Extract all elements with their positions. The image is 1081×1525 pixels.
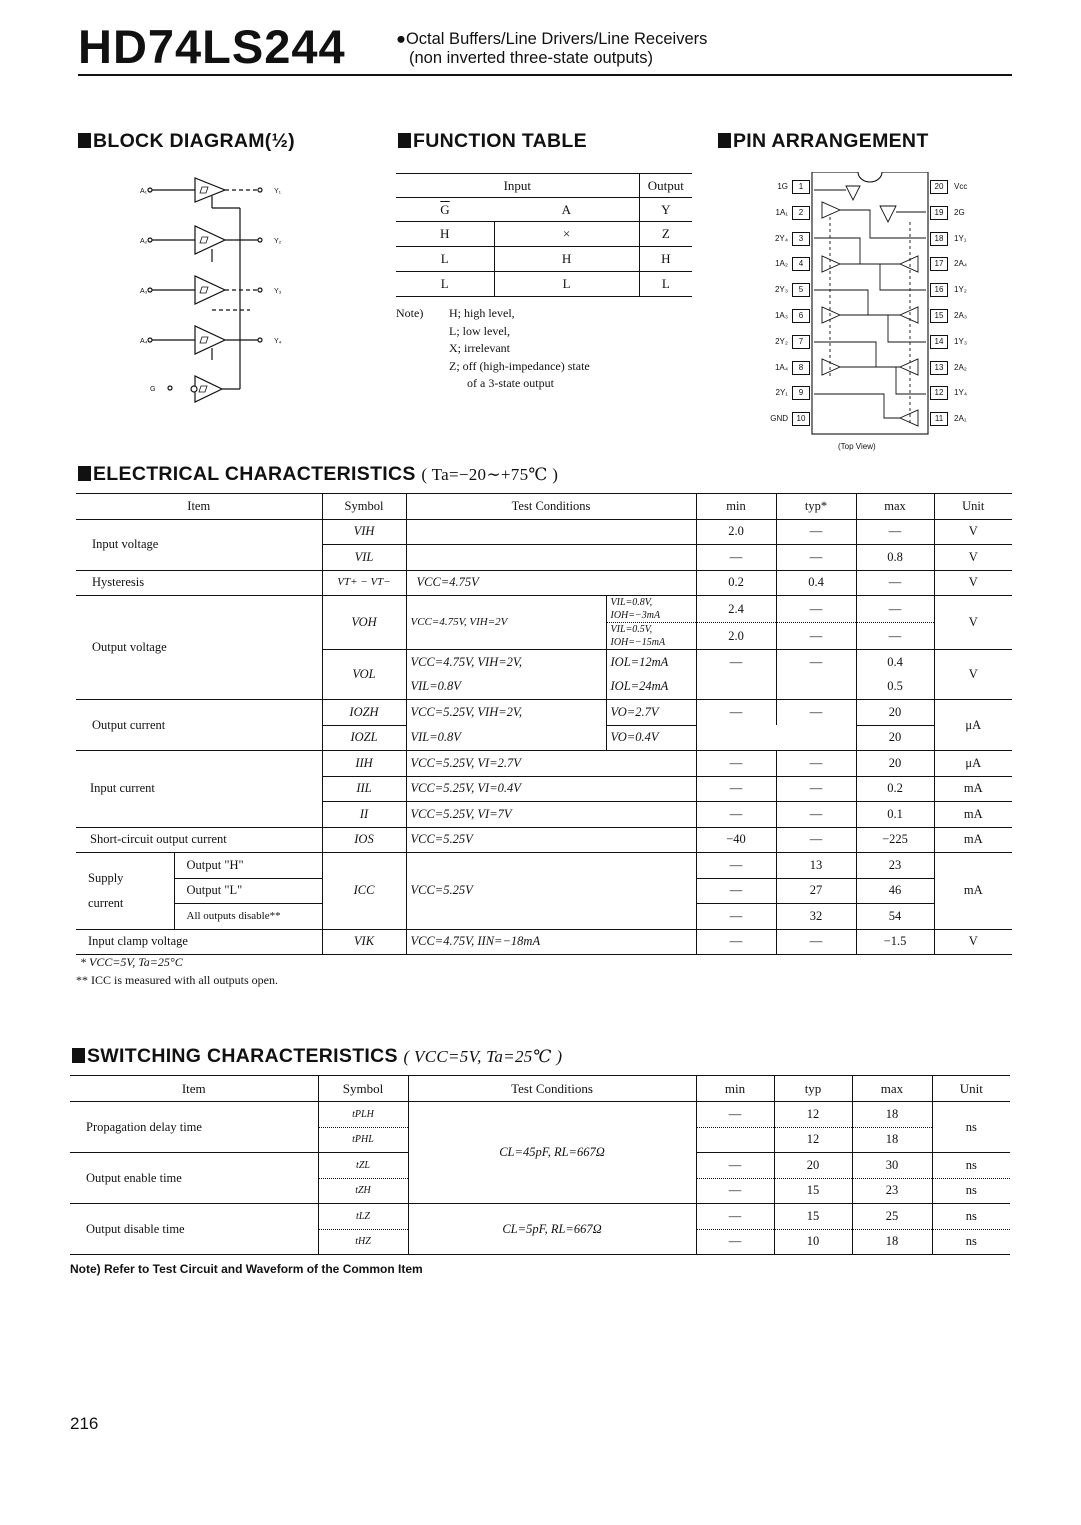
ec-header-item: Item xyxy=(187,498,211,513)
table-cell: VIL=0.8V, IOH=−3mA xyxy=(606,596,696,623)
sw-header-item: Item xyxy=(181,1081,206,1096)
table-cell: 0.4 xyxy=(776,570,856,596)
ec-header-symbol: Symbol xyxy=(322,494,406,520)
table-cell: IIH xyxy=(322,751,406,777)
pin-number: 18 xyxy=(930,232,948,246)
table-row xyxy=(70,1102,1010,1128)
table-cell: 12 xyxy=(774,1127,852,1153)
pin-name: 2A₂ xyxy=(954,362,967,372)
pin-name: Vcc xyxy=(954,182,968,191)
table-row xyxy=(76,751,1012,777)
table-cell: — xyxy=(856,596,934,623)
table-cell: μA xyxy=(934,700,1012,751)
table-cell: tZL xyxy=(318,1153,408,1179)
table-cell: — xyxy=(696,1153,774,1179)
table-cell: — xyxy=(696,853,776,879)
switching-title: SWITCHING CHARACTERISTICS ( VCC=5V, Ta=25℃ ) xyxy=(72,1045,562,1068)
sw-header-symbol: Symbol xyxy=(318,1076,408,1102)
ec-header-max: max xyxy=(856,494,934,520)
table-cell: — xyxy=(856,519,934,545)
pin-name: 1Y₄ xyxy=(954,388,968,398)
sw-note: Note) Refer to Test Circuit and Waveform of the Common Item xyxy=(70,1262,423,1276)
table-cell: H xyxy=(561,251,572,266)
table-cell: — xyxy=(776,776,856,802)
pin-arrangement xyxy=(760,172,980,457)
pin-number: 14 xyxy=(930,335,948,349)
pin-number: 15 xyxy=(930,309,948,323)
table-cell: — xyxy=(776,700,856,726)
table-cell: ns xyxy=(932,1204,1010,1230)
input-label-a2: A₂ xyxy=(140,238,148,245)
table-cell: V xyxy=(934,929,1012,955)
output-label-y1: Y₁ xyxy=(274,188,282,195)
table-cell: 0.1 xyxy=(856,802,934,828)
table-cell: — xyxy=(696,802,776,828)
pin-name: 2A₃ xyxy=(954,311,968,320)
pin-number: 16 xyxy=(930,283,948,297)
sw-header-test: Test Conditions xyxy=(408,1076,696,1102)
page-number: 216 xyxy=(70,1414,99,1433)
table-cell: VIL=0.5V, IOH=−15mA xyxy=(606,623,696,650)
sw-header-max: max xyxy=(852,1076,932,1102)
table-cell: 18 xyxy=(852,1229,932,1255)
pin-number: 17 xyxy=(930,257,948,271)
table-cell: 30 xyxy=(852,1153,932,1179)
pin-number: 10 xyxy=(792,412,810,426)
block-diagram-title: BLOCK DIAGRAM(½) xyxy=(78,130,295,153)
table-cell: 25 xyxy=(852,1204,932,1230)
table-cell: 15 xyxy=(774,1178,852,1204)
enable-buffer xyxy=(168,376,240,402)
ec-footnote-1: * VCC=5V, Ta=25°C xyxy=(80,955,183,969)
table-cell: VCC=5.25V, VIH=2V, xyxy=(406,700,606,726)
block-diagram xyxy=(140,170,300,410)
table-cell: VO=0.4V xyxy=(606,725,696,751)
input-label-g: G xyxy=(150,386,156,393)
output-label-y2: Y₂ xyxy=(274,238,282,245)
pin-name: 1A₁ xyxy=(775,207,788,217)
table-cell: tZH xyxy=(318,1178,408,1204)
sw-header-min: min xyxy=(696,1076,774,1102)
ec-footnote-2: ** ICC is measured with all outputs open. xyxy=(76,973,278,987)
table-cell: −225 xyxy=(856,827,934,853)
table-cell: VT+ − VT− xyxy=(322,570,406,596)
table-cell: IOZL xyxy=(322,725,406,751)
table-cell: Short-circuit output current xyxy=(90,832,227,847)
table-cell: — xyxy=(856,623,934,650)
ec-header-min: min xyxy=(696,494,776,520)
table-cell: Z xyxy=(639,222,692,247)
table-cell: — xyxy=(696,751,776,777)
buffer-3 xyxy=(148,276,262,310)
ft-col-a: A xyxy=(561,201,571,217)
table-cell: — xyxy=(696,1229,774,1255)
bullet-square-icon xyxy=(72,1048,85,1063)
ft-header-output: Output xyxy=(639,174,692,198)
table-row xyxy=(70,1204,1010,1230)
table-cell: tHZ xyxy=(318,1229,408,1255)
table-cell: — xyxy=(696,904,776,930)
table-cell xyxy=(406,545,696,571)
table-cell: CL=5pF, RL=667Ω xyxy=(408,1204,696,1255)
table-cell: L xyxy=(562,276,571,291)
table-cell: — xyxy=(696,1204,774,1230)
output-label-y4: Y₄ xyxy=(274,338,282,345)
table-cell: 0.8 xyxy=(856,545,934,571)
table-cell: ns xyxy=(932,1102,1010,1153)
pin-name: 1Y₁ xyxy=(954,233,967,243)
pin-name: 1A₃ xyxy=(774,311,788,320)
table-cell: Output disable time xyxy=(70,1204,318,1255)
table-cell: IOS xyxy=(322,827,406,853)
table-cell: 0.2 xyxy=(856,776,934,802)
table-cell: Input current xyxy=(90,781,155,796)
pin-number: 9 xyxy=(792,386,810,400)
pin-name: 2Y₁ xyxy=(775,388,788,398)
table-cell: 20 xyxy=(856,751,934,777)
sw-header-unit: Unit xyxy=(932,1076,1010,1102)
table-cell: 20 xyxy=(774,1153,852,1179)
table-cell: 0.2 xyxy=(696,570,776,596)
table-cell: ns xyxy=(932,1229,1010,1255)
bullet-square-icon xyxy=(78,133,91,148)
table-cell: — xyxy=(696,1178,774,1204)
table-cell: — xyxy=(696,878,776,904)
pin-number: 3 xyxy=(792,232,810,246)
ft-note-label: Note) xyxy=(396,306,424,320)
table-cell: V xyxy=(934,519,1012,545)
table-row xyxy=(76,929,1012,955)
table-cell: — xyxy=(776,802,856,828)
table-cell: V xyxy=(934,570,1012,596)
ft-notes: H; high level, L; low level, X; irrelevant Z; off (high-impedance) state of a 3-state output xyxy=(449,306,590,390)
ic-notch xyxy=(858,172,882,182)
buffer-4 xyxy=(148,326,262,360)
pin-name: 1A₄ xyxy=(774,362,788,372)
table-cell: ns xyxy=(932,1153,1010,1179)
function-table xyxy=(396,173,692,297)
table-cell: Output enable time xyxy=(70,1153,318,1204)
table-cell xyxy=(776,725,856,751)
table-cell xyxy=(696,725,776,751)
table-cell: H xyxy=(639,247,692,272)
table-cell: VCC=4.75V, VIH=2V, xyxy=(406,650,606,675)
table-cell: 2.4 xyxy=(696,596,776,623)
table-cell: mA xyxy=(934,802,1012,828)
pin-number: 20 xyxy=(930,180,948,194)
table-cell: 2.0 xyxy=(696,519,776,545)
table-cell: Output current xyxy=(76,700,322,751)
pin-number: 1 xyxy=(792,180,810,194)
table-cell: VCC=5.25V xyxy=(406,853,696,930)
table-cell: 2.0 xyxy=(696,623,776,650)
table-cell: L xyxy=(396,247,494,272)
table-cell: VOH xyxy=(322,596,406,650)
table-cell: V xyxy=(934,650,1012,700)
table-cell: — xyxy=(856,570,934,596)
input-label-a3: A₃ xyxy=(140,288,148,295)
ft-header-input: Input xyxy=(503,177,532,193)
table-cell: Hysteresis xyxy=(92,575,145,590)
electrical-title: ELECTRICAL CHARACTERISTICS ( Ta=−20∼+75℃ ) xyxy=(78,463,558,486)
table-cell: II xyxy=(322,802,406,828)
table-row xyxy=(76,700,1012,726)
table-cell: × xyxy=(562,226,571,241)
table-cell: 18 xyxy=(852,1127,932,1153)
table-cell: — xyxy=(776,545,856,571)
table-cell: mA xyxy=(934,827,1012,853)
table-cell: 10 xyxy=(774,1229,852,1255)
buffer-1 xyxy=(148,178,262,208)
table-cell: — xyxy=(776,751,856,777)
table-cell: VCC=4.75V xyxy=(406,570,696,596)
table-cell: tPHL xyxy=(318,1127,408,1153)
ec-header-unit: Unit xyxy=(934,494,1012,520)
table-cell: Propagation delay time xyxy=(70,1102,318,1153)
table-cell xyxy=(696,1127,774,1153)
table-cell: VCC=5.25V, VI=7V xyxy=(406,802,696,828)
top-view-caption: (Top View) xyxy=(838,442,876,451)
pin-name: 1Y₂ xyxy=(954,285,967,295)
table-cell: — xyxy=(776,596,856,623)
table-cell: ns xyxy=(932,1178,1010,1204)
pin-arrangement-title: PIN ARRANGEMENT xyxy=(718,130,929,153)
table-cell: 23 xyxy=(852,1178,932,1204)
table-cell: 18 xyxy=(852,1102,932,1128)
pin-name: 1Y₃ xyxy=(954,336,968,346)
table-cell: VCC=4.75V, VIH=2V xyxy=(406,596,606,650)
pin-number: 11 xyxy=(930,412,948,426)
pin-number: 6 xyxy=(792,309,810,323)
pin-number: 2 xyxy=(792,206,810,220)
table-cell: 54 xyxy=(856,904,934,930)
bullet-square-icon xyxy=(398,133,411,148)
pin-name: 2A₄ xyxy=(954,259,968,269)
table-cell: V xyxy=(934,545,1012,571)
table-cell: VCC=5.25V xyxy=(406,827,696,853)
pin-name: GND xyxy=(770,414,788,424)
table-cell: Output "H" xyxy=(174,853,322,879)
table-cell: V xyxy=(934,596,1012,650)
table-cell: 20 xyxy=(856,700,934,726)
part-description xyxy=(396,30,707,68)
ec-header-typ: typ* xyxy=(776,494,856,520)
table-cell: H xyxy=(396,222,494,247)
table-cell: — xyxy=(696,929,776,955)
table-cell: Output "L" xyxy=(174,878,322,904)
table-cell: Input voltage xyxy=(92,537,159,551)
table-cell xyxy=(406,519,696,545)
table-cell: tLZ xyxy=(318,1204,408,1230)
table-cell: VO=2.7V xyxy=(606,700,696,726)
table-cell: — xyxy=(696,1102,774,1128)
table-cell: — xyxy=(776,650,856,675)
table-cell xyxy=(776,675,856,700)
table-row xyxy=(76,570,1012,596)
pin-name: 2Y₄ xyxy=(774,233,788,243)
table-cell: — xyxy=(696,650,776,675)
table-cell: — xyxy=(776,929,856,955)
buffer-2 xyxy=(148,226,262,262)
pin-number: 19 xyxy=(930,206,948,220)
pin-name: 2A₁ xyxy=(954,414,967,424)
table-row xyxy=(76,519,1012,545)
table-cell: mA xyxy=(934,776,1012,802)
table-cell: IOL=12mA xyxy=(606,650,696,675)
table-cell: VIH xyxy=(322,519,406,545)
ft-row xyxy=(396,222,692,247)
table-row xyxy=(76,853,1012,879)
part-description-line2: (non inverted three-state outputs) xyxy=(409,49,653,67)
header-rule xyxy=(78,74,1012,76)
ft-row xyxy=(396,247,692,272)
table-cell: 23 xyxy=(856,853,934,879)
table-cell: 0.5 xyxy=(856,675,934,700)
table-cell: CL=45pF, RL=667Ω xyxy=(408,1102,696,1204)
table-cell: 0.4 xyxy=(856,650,934,675)
pin-name: 1A₂ xyxy=(775,259,788,269)
table-cell: L xyxy=(639,272,692,297)
table-cell: VIL=0.8V xyxy=(406,725,606,751)
table-cell: VOL xyxy=(322,650,406,700)
table-cell: 20 xyxy=(856,725,934,751)
pin-name: 2Y₂ xyxy=(775,336,788,346)
table-row xyxy=(76,827,1012,853)
ft-col-g: $\overline{G}$ xyxy=(440,201,450,217)
pin-name: 1G xyxy=(777,182,788,191)
bullet-square-icon xyxy=(78,466,91,481)
ft-col-y: Y xyxy=(639,198,692,222)
table-cell: VCC=5.25V, VI=0.4V xyxy=(406,776,696,802)
table-cell: Input clamp voltage xyxy=(88,934,188,949)
table-cell: ICC xyxy=(322,853,406,930)
switching-table xyxy=(70,1075,1010,1255)
part-description-line1: ●Octal Buffers/Line Drivers/Line Receivers xyxy=(396,30,708,48)
pin-number: 7 xyxy=(792,335,810,349)
table-cell: VCC=4.75V, IIN=−18mA xyxy=(406,929,696,955)
table-cell: −1.5 xyxy=(856,929,934,955)
table-cell: μA xyxy=(934,751,1012,777)
pin-name: 2G xyxy=(954,207,965,217)
table-cell: 27 xyxy=(776,878,856,904)
table-cell: Supply current xyxy=(88,870,124,910)
pin-number: 5 xyxy=(792,283,810,297)
table-cell: IIL xyxy=(322,776,406,802)
table-row xyxy=(76,596,1012,623)
sw-header-typ: typ xyxy=(774,1076,852,1102)
table-cell: — xyxy=(696,776,776,802)
table-cell: 12 xyxy=(774,1102,852,1128)
ft-row xyxy=(396,272,692,297)
pin-number: 4 xyxy=(792,257,810,271)
electrical-table xyxy=(76,493,1012,955)
function-table-title: FUNCTION TABLE xyxy=(398,130,587,153)
table-cell: — xyxy=(696,700,776,726)
table-cell: 15 xyxy=(774,1204,852,1230)
table-cell: All outputs disable** xyxy=(174,904,322,930)
pin-number: 8 xyxy=(792,361,810,375)
table-cell: Output voltage xyxy=(76,596,322,700)
table-cell: VCC=5.25V, VI=2.7V xyxy=(406,751,696,777)
table-cell: 32 xyxy=(776,904,856,930)
table-cell: — xyxy=(776,623,856,650)
table-cell: L xyxy=(396,272,494,297)
table-cell: — xyxy=(776,519,856,545)
input-label-a1: A₁ xyxy=(140,188,148,195)
pin-name: 2Y₃ xyxy=(774,285,788,295)
ec-header-test: Test Conditions xyxy=(406,494,696,520)
input-label-a4: A₄ xyxy=(140,338,148,345)
table-cell: — xyxy=(696,545,776,571)
table-cell: IOZH xyxy=(322,700,406,726)
table-cell xyxy=(696,675,776,700)
table-cell: −40 xyxy=(696,827,776,853)
bullet-square-icon xyxy=(718,133,731,148)
table-cell: VIL xyxy=(322,545,406,571)
table-cell: VIL=0.8V xyxy=(406,675,606,700)
output-label-y3: Y₃ xyxy=(274,288,282,295)
table-cell: VIK xyxy=(322,929,406,955)
table-cell: tPLH xyxy=(318,1102,408,1128)
table-cell: IOL=24mA xyxy=(606,675,696,700)
table-cell: 13 xyxy=(776,853,856,879)
pin-number: 12 xyxy=(930,386,948,400)
table-cell: mA xyxy=(934,853,1012,930)
part-number: HD74LS244 xyxy=(78,20,346,73)
table-cell: — xyxy=(776,827,856,853)
pin-number: 13 xyxy=(930,361,948,375)
table-cell: 46 xyxy=(856,878,934,904)
